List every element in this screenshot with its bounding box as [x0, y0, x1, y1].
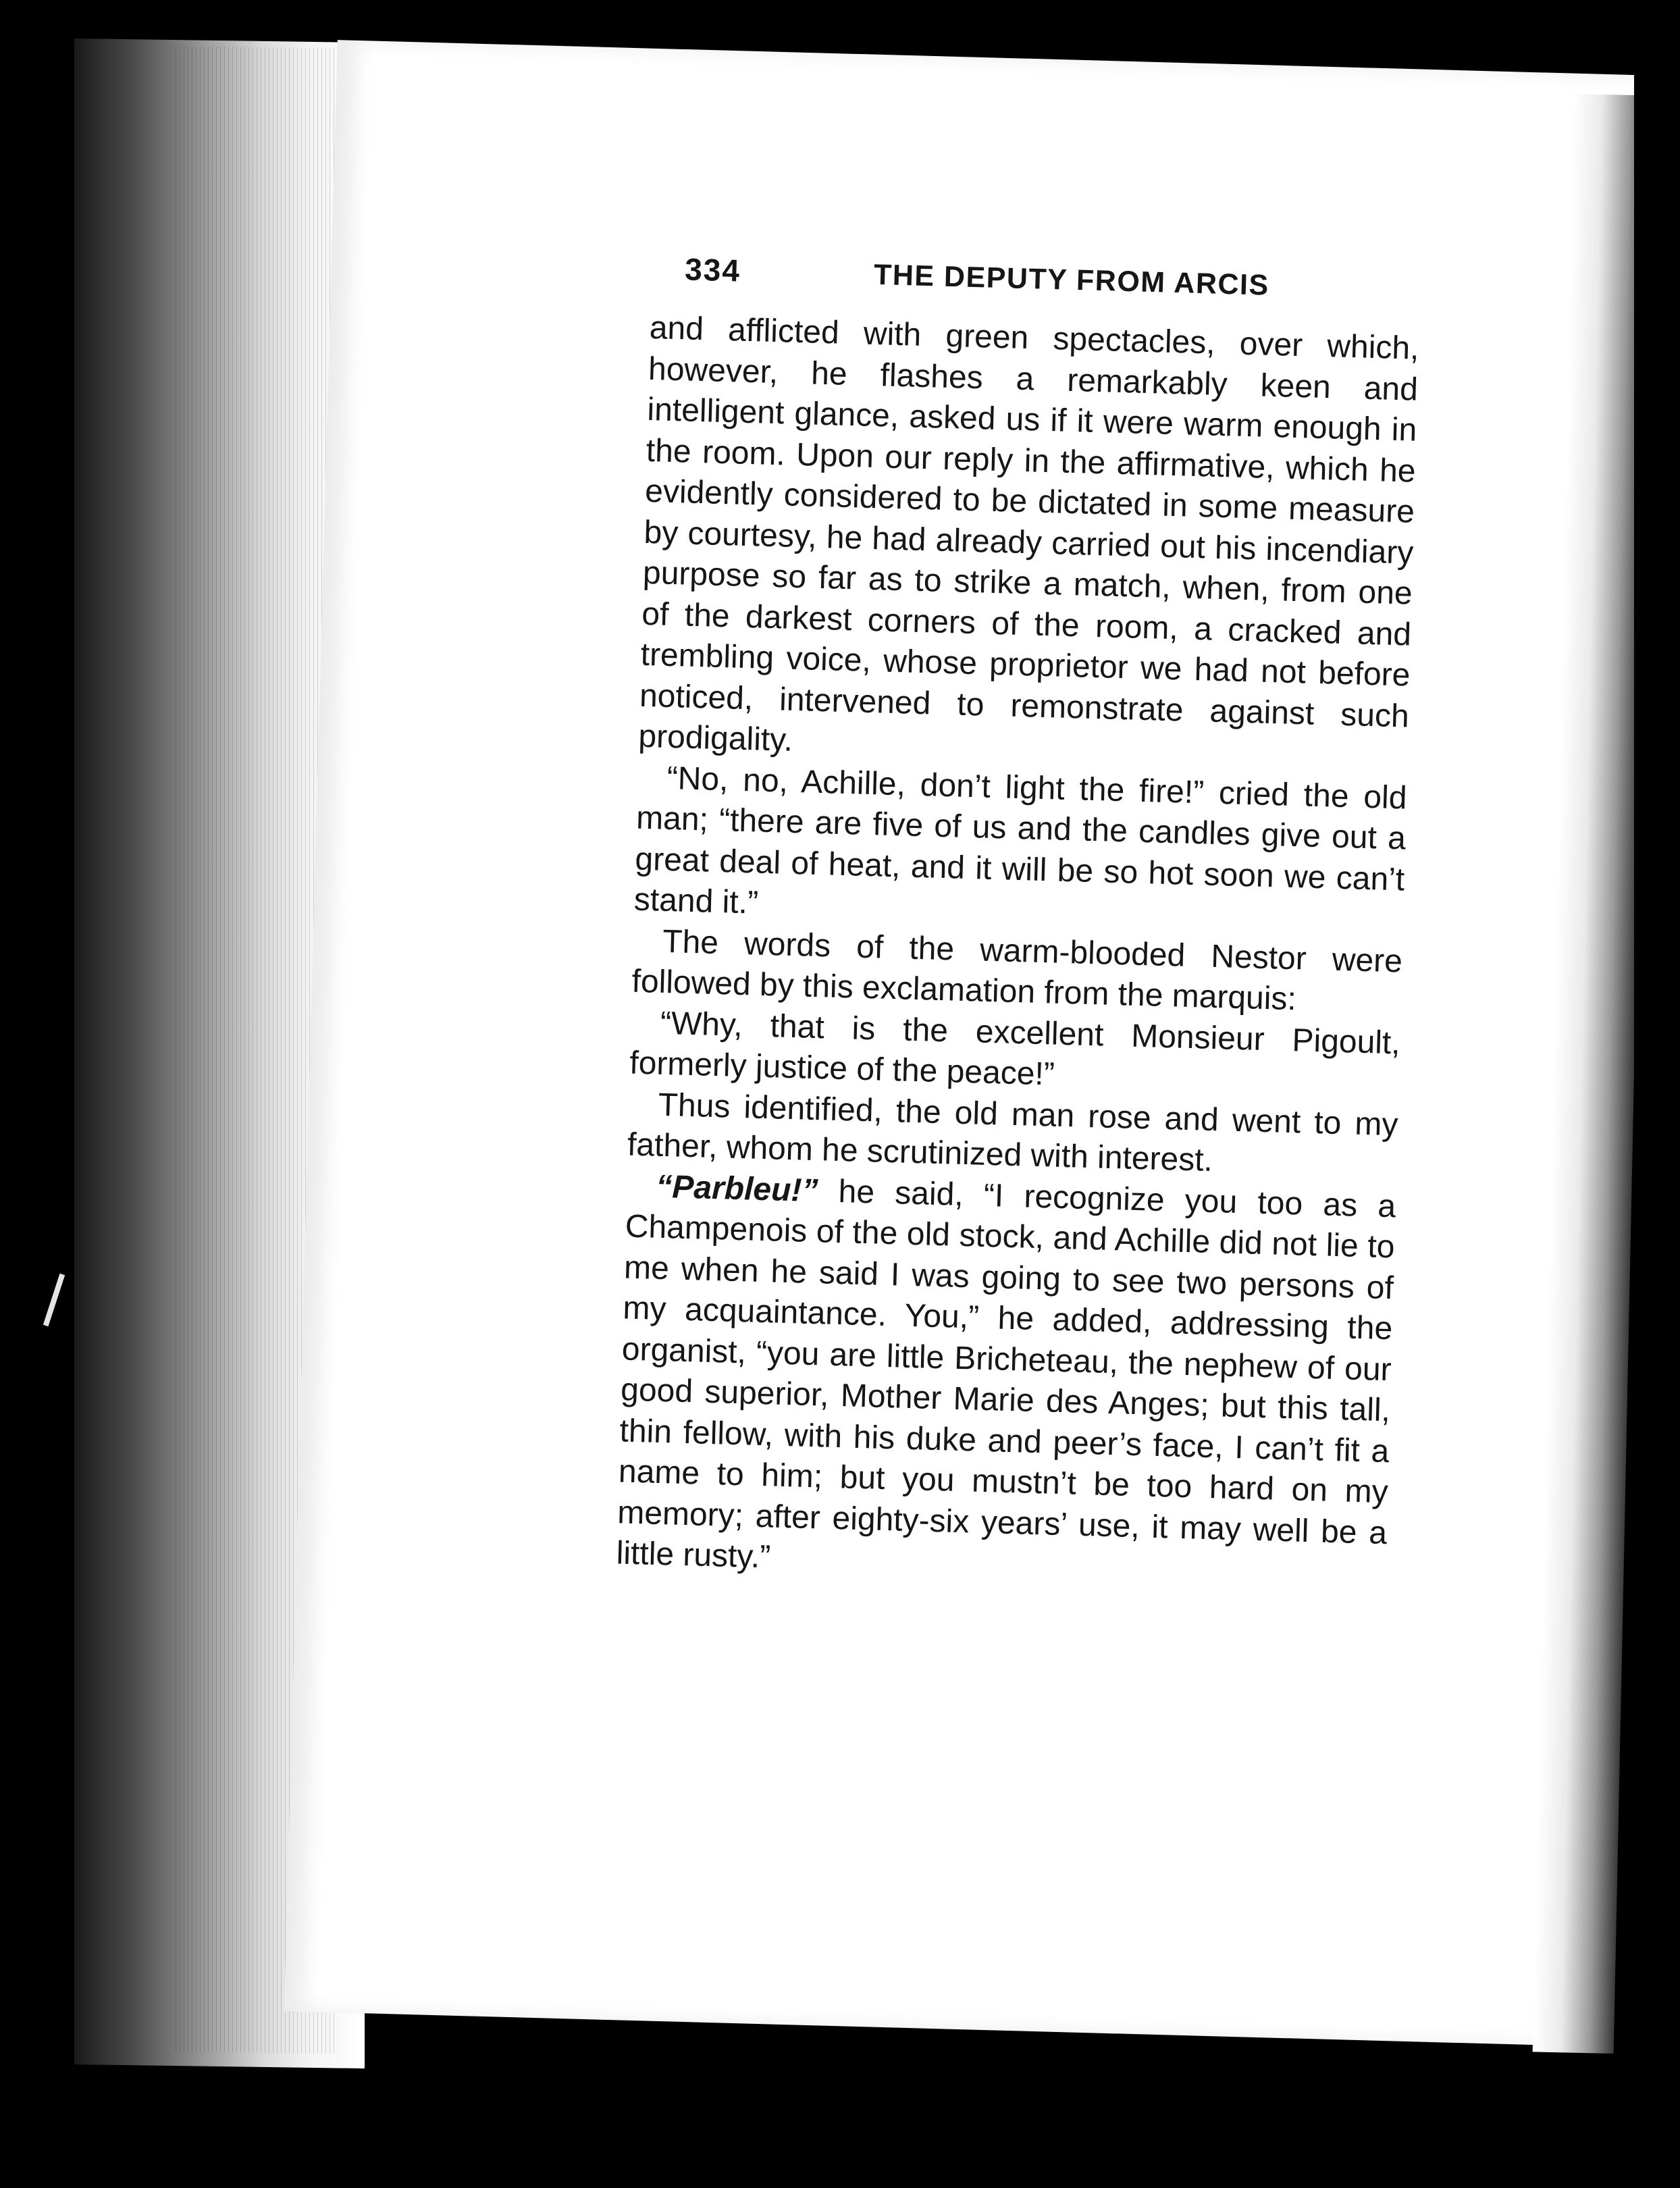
scan-border-right [1634, 0, 1680, 2188]
scan-border-bottom [0, 2100, 1680, 2188]
paragraph-4: “Why, that is the excellent Monsieur Pigoult, formerly justice of the peace!” [629, 1005, 1401, 1093]
page-number: 334 [684, 251, 741, 288]
parbleu-exclamation: “Parbleu!” [655, 1168, 819, 1209]
paragraph-6-text: he said, “I recognize you too as a Champenois of the old stock, and Achille did not lie to me when he said I was going to see two persons of my acquaintance. You,” he added, addressing the organist, “you are little Bricheteau, the nephew of our good superior, Mother Marie des Anges; but this tall, thin fellow, with his duke and peer’s face, I can’t fit a name to him; but you mustn’t be too hard on my memory; after eighty-six years’ use, it may well be a little rusty.” [616, 1172, 1396, 1575]
page-text-block [616, 250, 1421, 1595]
paragraph-5: Thus identified, the old man rose and went to my father, whom he scrutinized with interest. [627, 1087, 1399, 1178]
paragraph-6 [616, 1166, 1396, 1595]
body-text [616, 308, 1419, 1595]
paragraph-2: “No, no, Achille, don’t light the fire!” cried the old man; “there are five of us and the candles give out a great deal of heat, and it will be so hot soon we can’t stand it.” [633, 760, 1408, 921]
running-title: THE DEPUTY FROM ARCIS [873, 258, 1270, 302]
paragraph-1: and afflicted with green spectacles, over which, however, he flashes a remarkably keen and intelligent glance, asked us if it were warm enough in the room. Upon our reply in the affirmative, which he evidently considered to be dictated in some measure by courtesy, he had already carried out his incendiary purpose so far as to strike a match, when, from one of the darkest corners of the room, a cracked and trembling voice, whose proprietor we had not before noticed, intervened to remonstrate against such prodigality. [637, 309, 1420, 758]
paragraph-3: The words of the warm-blooded Nestor were followed by this exclamation from the marquis: [631, 923, 1403, 1018]
scan-artifact-mark [43, 1274, 65, 1327]
